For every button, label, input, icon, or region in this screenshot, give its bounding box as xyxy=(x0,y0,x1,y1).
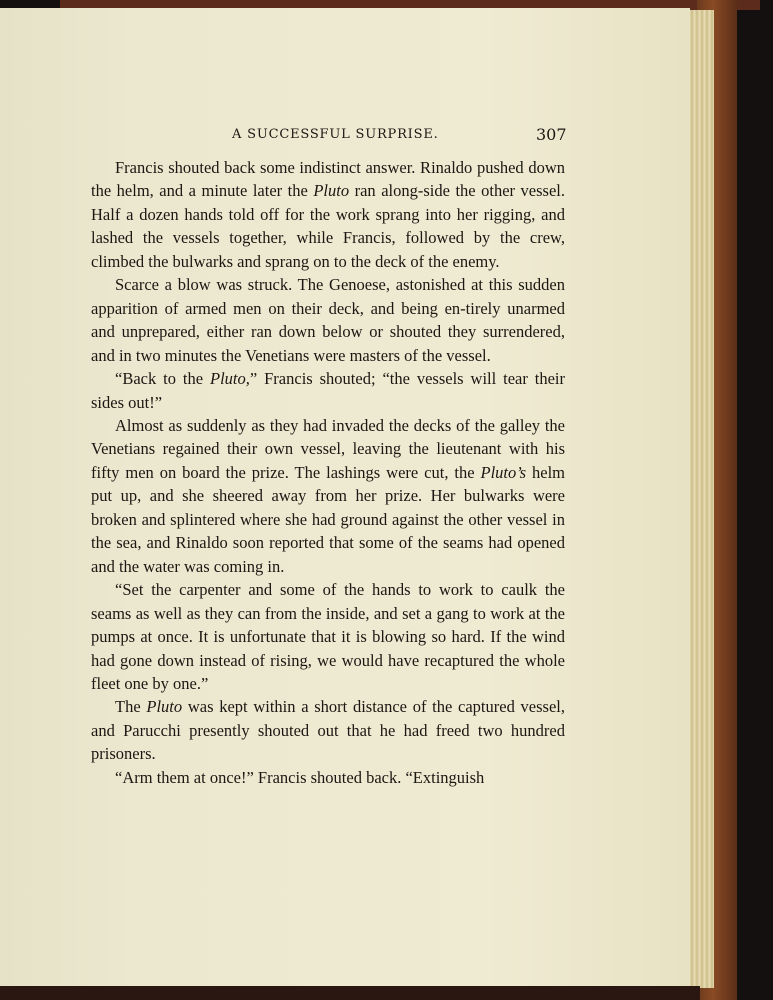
page-number: 307 xyxy=(536,125,567,144)
paragraph-5 xyxy=(91,578,565,695)
text-segment: “Back to the xyxy=(115,369,210,389)
paragraph-3 xyxy=(91,367,565,414)
text-segment: “Set the carpenter and some of the hands to work to caulk the seams as well as they can from the inside, and set a gang to work at the pumps at once. It is unfortunate that it is blowing so hard. If the wind had gone down instead of rising, we would have recaptured the whole fleet one by one.” xyxy=(91,580,565,693)
paragraph-4 xyxy=(91,414,565,578)
paragraph-2 xyxy=(91,273,565,367)
ship-name: Pluto xyxy=(313,181,350,201)
ship-name: Pluto xyxy=(146,697,183,717)
ship-name: Pluto’s xyxy=(480,462,527,482)
running-head: A SUCCESSFUL SURPRISE. xyxy=(232,127,439,142)
page-bottom-edge xyxy=(0,986,700,1000)
text-segment: ” Francis shouted; “the vessels will tear their sides out!” xyxy=(91,369,566,412)
text-segment: Scarce a blow was struck. The Genoese, astonished at this sudden apparition of armed men on their deck, and being en-tirely unarmed and unprepared, either ran down below or shouted they surrendered, and in two minutes the Venetians were masters of the vessel. xyxy=(91,275,565,365)
text-segment: The xyxy=(115,697,147,717)
text-segment: Almost as suddenly as they had invaded the decks of the galley the Venetians regained their own vessel, leaving the lieutenant with his fifty men on board the prize. The lashings were cut, the xyxy=(91,415,565,482)
body-text xyxy=(91,156,565,789)
ship-name: Pluto, xyxy=(210,369,250,389)
text-segment: Francis shouted back some indistinct answer. Rinaldo pushed down the helm, and a minute later the xyxy=(91,158,565,201)
text-segment: helm put up, and she sheered away from her prize. Her bulwarks were broken and splintered where she had ground against the other vessel in the sea, and Rinaldo soon reported that some of the seams had opened and the water was coming in. xyxy=(91,462,565,576)
page-header xyxy=(0,125,690,147)
paragraph-6 xyxy=(91,695,565,765)
text-segment: was kept within a short distance of the captured vessel, and Parucchi presently shouted out that he had freed two hundred prisoners. xyxy=(91,697,565,764)
text-segment: “Arm them at once!” Francis shouted back. “Extinguish xyxy=(115,767,485,787)
text-segment: ran along-side the other vessel. Half a dozen hands told off for the work sprang into her rigging, and lashed the vessels together, while Francis, followed by the crew, climbed the bulwarks and sprang on to the deck of the enemy. xyxy=(91,181,565,271)
book-page xyxy=(0,8,690,988)
paragraph-7 xyxy=(91,766,565,789)
paragraph-1 xyxy=(91,156,565,273)
